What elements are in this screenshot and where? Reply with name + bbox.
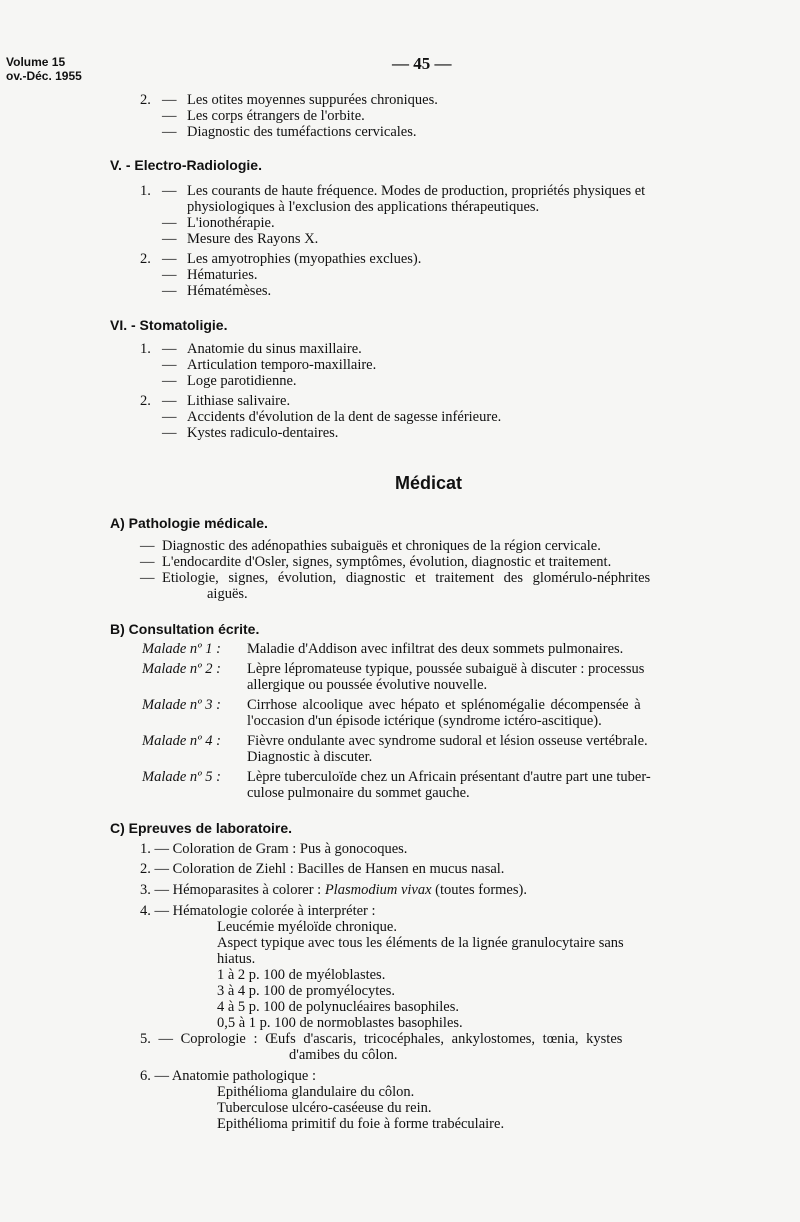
item-number: 1.	[140, 183, 151, 199]
patient-label: Malade nº 1 :	[142, 641, 221, 657]
list-item: Accidents d'évolution de la dent de sagesse inférieure.	[187, 409, 502, 425]
lab-item	[140, 882, 527, 899]
item-number: 2.	[140, 92, 151, 108]
list-item-continuation: aiguës.	[207, 586, 248, 602]
dash: —	[162, 341, 177, 357]
hematology-line: 1 à 2 p. 100 de myéloblastes.	[217, 967, 386, 983]
item-number: 1.	[140, 341, 151, 357]
hematology-line: 4 à 5 p. 100 de polynucléaires basophiles.	[217, 999, 460, 1015]
pathology-line: Epithélioma glandulaire du côlon.	[217, 1084, 415, 1100]
item-number: 2.	[140, 393, 151, 409]
lab-item: 6. — Anatomie pathologique :	[140, 1068, 316, 1084]
lab-item: 1. — Coloration de Gram : Pus à gonocoques.	[140, 841, 408, 857]
running-header	[6, 55, 82, 83]
list-item: Mesure des Rayons X.	[187, 231, 319, 247]
list-item-continuation: physiologiques à l'exclusion des applications thérapeutiques.	[187, 199, 540, 215]
list-item: Les amyotrophies (myopathies exclues).	[187, 251, 422, 267]
hematology-line: 3 à 4 p. 100 de promyélocytes.	[217, 983, 395, 999]
volume-label: Volume 15	[6, 55, 66, 69]
item-number: 2.	[140, 251, 151, 267]
patient-text: l'occasion d'un épisode ictérique (syndrome ictéro-ascitique).	[247, 713, 602, 729]
dash: —	[162, 409, 177, 425]
lab-item-prefix: 3. — Hémoparasites à colorer :	[140, 882, 325, 898]
patient-label: Malade nº 2 :	[142, 661, 221, 677]
dash: —	[162, 124, 177, 140]
hematology-line: 0,5 à 1 p. 100 de normoblastes basophiles.	[217, 1015, 463, 1031]
section-b-title: B) Consultation écrite.	[110, 621, 260, 637]
section-vi-title: VI. - Stomatoligie.	[110, 317, 228, 333]
dash: —	[162, 283, 177, 299]
lab-item-continuation: d'amibes du côlon.	[289, 1047, 398, 1063]
hematology-line: hiatus.	[217, 951, 256, 967]
section-a-title: A) Pathologie médicale.	[110, 515, 268, 531]
patient-text: culose pulmonaire du sommet gauche.	[247, 785, 470, 801]
patient-text: Diagnostic à discuter.	[247, 749, 373, 765]
section-v-title: V. - Electro-Radiologie.	[110, 157, 262, 173]
patient-text: allergique ou poussée évolutive nouvelle.	[247, 677, 488, 693]
list-item: Hématuries.	[187, 267, 258, 283]
dash: —	[162, 231, 177, 247]
patient-text: Cirrhose alcoolique avec hépato et splénomégalie décompensée à	[247, 697, 641, 713]
dash: —	[162, 373, 177, 389]
section-c-title: C) Epreuves de laboratoire.	[110, 820, 293, 836]
list-item: Kystes radiculo-dentaires.	[187, 425, 339, 441]
list-item: Etiologie, signes, évolution, diagnostic et traitement des glomérulo-néphrites	[162, 570, 651, 586]
patient-label: Malade nº 5 :	[142, 769, 221, 785]
dash: —	[162, 92, 177, 108]
list-item: Diagnostic des adénopathies subaiguës et chroniques de la région cervicale.	[162, 538, 601, 554]
dash: —	[162, 425, 177, 441]
list-item: Diagnostic des tuméfactions cervicales.	[187, 124, 417, 140]
medicat-title: Médicat	[395, 473, 463, 493]
date-label: ov.-Déc. 1955	[6, 69, 82, 83]
patient-label: Malade nº 3 :	[142, 697, 221, 713]
lab-item: 5. — Coprologie : Œufs d'ascaris, tricocéphales, ankylostomes, tœnia, kystes	[140, 1031, 623, 1047]
lab-item: 4. — Hématologie colorée à interpréter :	[140, 903, 376, 919]
lab-item: 2. — Coloration de Ziehl : Bacilles de Hansen en mucus nasal.	[140, 861, 505, 877]
list-item: Articulation temporo-maxillaire.	[187, 357, 377, 373]
dash: —	[140, 570, 155, 586]
dash: —	[162, 267, 177, 283]
list-item: Les corps étrangers de l'orbite.	[187, 108, 365, 124]
list-item: Loge parotidienne.	[187, 373, 297, 389]
hematology-line: Leucémie myéloïde chronique.	[217, 919, 397, 935]
list-item: Lithiase salivaire.	[187, 393, 291, 409]
pathology-line: Tuberculose ulcéro-caséeuse du rein.	[217, 1100, 432, 1116]
patient-text: Maladie d'Addison avec infiltrat des deux sommets pulmonaires.	[247, 641, 624, 657]
dash: —	[162, 183, 177, 199]
patient-text: Lèpre tuberculoïde chez un Africain présentant d'autre part une tuber-	[247, 769, 651, 785]
patient-text: Fièvre ondulante avec syndrome sudoral et lésion osseuse vertébrale.	[247, 733, 648, 749]
dash: —	[140, 554, 155, 570]
list-item: L'ionothérapie.	[187, 215, 275, 231]
dash: —	[140, 538, 155, 554]
list-item: L'endocardite d'Osler, signes, symptômes, évolution, diagnostic et traitement.	[162, 554, 612, 570]
page-number: — 45 —	[392, 54, 452, 73]
hematology-line: Aspect typique avec tous les éléments de la lignée granulocytaire sans	[217, 935, 624, 951]
pathology-line: Epithélioma primitif du foie à forme trabéculaire.	[217, 1116, 505, 1132]
dash: —	[162, 108, 177, 124]
list-item: Les otites moyennes suppurées chroniques.	[187, 92, 438, 108]
patient-text: Lèpre lépromateuse typique, poussée subaiguë à discuter : processus	[247, 661, 645, 677]
dash: —	[162, 357, 177, 373]
lab-item-suffix: (toutes formes).	[431, 882, 527, 898]
list-item: Hématémèses.	[187, 283, 272, 299]
dash: —	[162, 393, 177, 409]
dash: —	[162, 251, 177, 267]
lab-item-italic: Plasmodium vivax	[324, 882, 432, 898]
patient-label: Malade nº 4 :	[142, 733, 221, 749]
list-item: Anatomie du sinus maxillaire.	[187, 341, 362, 357]
list-item: Les courants de haute fréquence. Modes de production, propriétés physiques et	[187, 183, 646, 199]
dash: —	[162, 215, 177, 231]
